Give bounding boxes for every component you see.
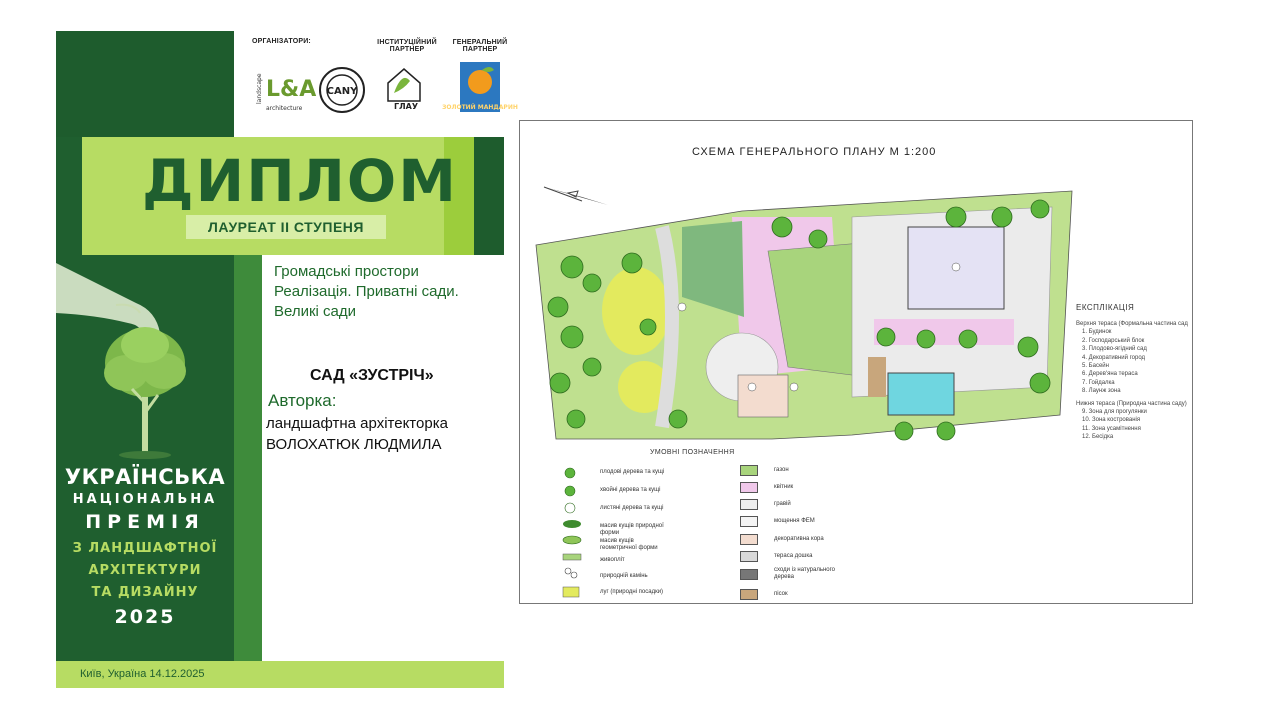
general-partner-label: ГЕНЕРАЛЬНИЙ ПАРТНЕР xyxy=(452,39,508,53)
hand-tree-illustration xyxy=(56,253,234,463)
legend-item: природній камінь xyxy=(600,573,648,579)
legend-item: тераса дошка xyxy=(774,553,813,559)
cany-logo-text: CANY xyxy=(326,86,358,97)
explication-item: 5. Басейн xyxy=(1082,363,1109,370)
legend-item: газон xyxy=(774,467,789,473)
prize-line: ПРЕМІЯ xyxy=(85,511,205,533)
legend-swatch xyxy=(740,482,758,493)
legend-item: плодові дерева та кущі xyxy=(600,469,665,475)
author-role: ландшафтна архітекторка xyxy=(266,415,448,432)
site-plan-drawing xyxy=(532,187,1080,443)
explication-item: 6. Дерев'яна тераса xyxy=(1082,371,1138,378)
organizers-label: ОРГАНІЗАТОРИ: xyxy=(252,38,311,45)
general-plan-panel xyxy=(519,120,1193,604)
diploma-panel xyxy=(56,31,518,688)
legend-item: луг (природні посадки) xyxy=(600,589,664,595)
la-logo-bottom: architecture xyxy=(266,105,303,112)
diploma-green-strip xyxy=(234,255,262,661)
legend-swatch xyxy=(740,465,758,476)
category-line: Громадські простори xyxy=(274,263,419,280)
garden-name: САД «ЗУСТРІЧ» xyxy=(310,367,434,384)
plan-title: СХЕМА ГЕНЕРАЛЬНОГО ПЛАНУ М 1:200 xyxy=(692,146,937,158)
mandarin-logo-text: ЗОЛОТИЙ МАНДАРИН xyxy=(442,104,518,111)
prize-line: АРХІТЕКТУРИ xyxy=(88,563,202,578)
legend-swatch xyxy=(740,516,758,527)
diploma-top-dark xyxy=(56,31,234,137)
institutional-partner-label: ІНСТИТУЦІЙНИЙ ПАРТНЕР xyxy=(377,39,437,53)
explication-item: 4. Декоративний город xyxy=(1082,354,1146,361)
explication-title: ЕКСПЛІКАЦІЯ xyxy=(1076,303,1135,312)
legend-item: пісок xyxy=(774,591,788,597)
legend-item: листяні дерева та кущі xyxy=(600,505,664,511)
explication-item: 7. Гойдалка xyxy=(1082,379,1115,386)
explication-item: 10. Зона кострованія xyxy=(1082,417,1141,424)
explication-item: 3. Плодово-ягідний сад xyxy=(1082,346,1147,353)
legend-swatch xyxy=(740,569,758,580)
glau-logo-text: ГЛАУ xyxy=(393,102,419,111)
laureate-badge: ЛАУРЕАТ ІІ СТУПЕНЯ xyxy=(186,215,386,239)
cany-logo xyxy=(318,66,366,114)
prize-year: 2025 xyxy=(114,606,176,628)
legend-swatch xyxy=(740,551,758,562)
category-line: Великі сади xyxy=(274,303,357,320)
legend-item: сходи із натурального дерева xyxy=(774,567,836,580)
mandarin-logo xyxy=(442,62,518,112)
la-logo-side: landscape xyxy=(256,73,263,104)
legend-item: масив кущів природної форми xyxy=(600,523,664,536)
legend-title: УМОВНІ ПОЗНАЧЕННЯ xyxy=(650,449,735,456)
explication-item: 11. Зона усамітнення xyxy=(1082,425,1141,432)
legend-item: гравій xyxy=(774,501,791,507)
legend-swatch xyxy=(740,589,758,600)
legend-item: декоративна кора xyxy=(774,536,824,542)
legend-swatch xyxy=(740,534,758,545)
author-label: Авторка: xyxy=(268,391,337,410)
explication-item: 12. Бесідка xyxy=(1082,434,1114,441)
prize-line: УКРАЇНСЬКА xyxy=(64,465,226,489)
legend-right xyxy=(740,465,870,605)
legend-item: мощення ФЕМ xyxy=(774,518,815,524)
legend-item: хвойні дерева та кущі xyxy=(600,487,661,493)
glau-logo xyxy=(384,63,432,113)
footer-place-date: Київ, Україна 14.12.2025 xyxy=(80,668,205,680)
author-name: ВОЛОХАТЮК ЛЮДМИЛА xyxy=(266,436,442,453)
legend-item: живопліт xyxy=(600,557,625,563)
la-logo xyxy=(256,66,317,112)
legend-item: квітник xyxy=(774,484,794,490)
la-logo-text: L&A xyxy=(266,77,317,102)
diploma-title: ДИПЛОМ xyxy=(142,147,458,215)
explication-item: 2. Господарський блок xyxy=(1082,337,1145,344)
explication-item: 1. Будинок xyxy=(1082,329,1112,336)
explication-item: Верхня тераса (Формальна частина сад xyxy=(1076,321,1188,327)
prize-line: ТА ДИЗАЙНУ xyxy=(91,585,199,600)
explication-item: 8. Лаунж зона xyxy=(1082,388,1121,395)
explication-list xyxy=(1076,320,1192,442)
legend-swatch xyxy=(740,499,758,510)
prize-line: НАЦІОНАЛЬНА xyxy=(72,492,218,507)
legend-item: масив кущів геометричної форми xyxy=(600,538,658,551)
explication-item: Нижня тераса (Природна частина саду) xyxy=(1076,400,1187,407)
categories xyxy=(274,262,499,322)
category-line: Реалізація. Приватні сади. xyxy=(274,283,459,300)
explication-item: 9. Зона для прогулянки xyxy=(1082,409,1147,416)
prize-line: З ЛАНДШАФТНОЇ xyxy=(72,541,218,556)
